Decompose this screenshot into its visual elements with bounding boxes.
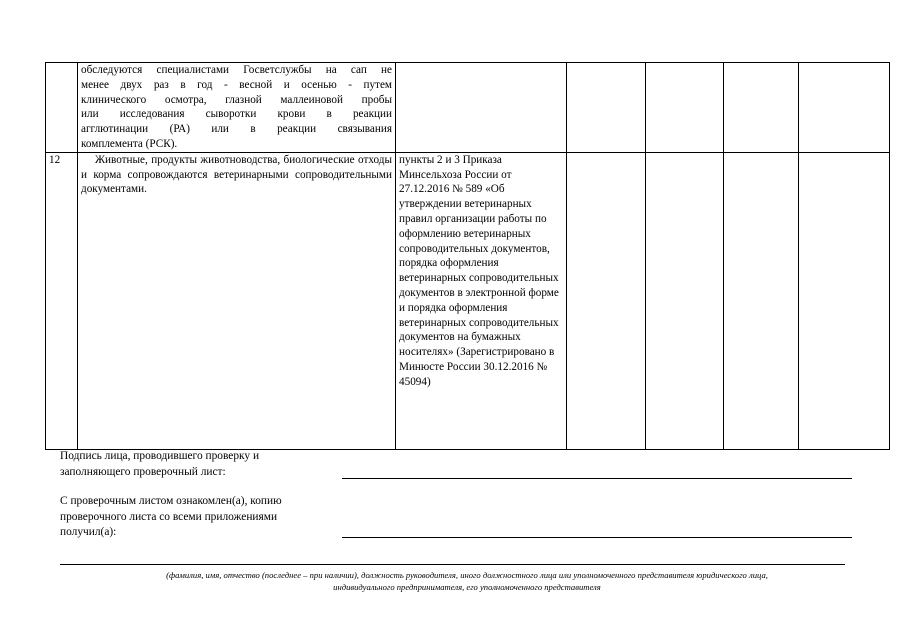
- reference-cell: пункты 2 и 3 Приказа Минсельхоза России от 27.12.2016 № 589 «Об утверждении ветеринарных правил организации работы по оформлению ветеринарных сопроводительных документов, порядка оформления ветеринарных сопроводительных документов в электронной форме и порядка оформления ветеринарных сопроводительных документов на бумажных носителях» (Зарегистрировано в Минюсте России 30.12.2016 № 45094): [396, 152, 567, 449]
- footnote-line: индивидуального предпринимателя, его уполномоченного представителя: [333, 582, 601, 593]
- row-number-cell: [46, 63, 78, 153]
- acquainted-signature-label: [60, 494, 282, 541]
- requirement-line: комплемента (РСК).: [81, 137, 178, 150]
- reference-cell: [396, 63, 567, 153]
- checklist-table: [45, 62, 890, 450]
- inspector-label-line: Подпись лица, проводившего проверку и: [60, 450, 260, 462]
- acquainted-label-line: С проверочным листом ознакомлен(а), копию: [60, 495, 282, 507]
- requirement-cell: [78, 63, 396, 153]
- table-row-previous: [46, 63, 890, 153]
- requirement-line: клинического осмотра, глазной маллеиновой пробы: [81, 93, 392, 106]
- footnote-line: (фамилия, имя, отчество (последнее – при наличии), должность руководителя, иного должностного лица или уполномоченного представителя юридического лица,: [166, 570, 768, 580]
- answer-no-cell[interactable]: [646, 152, 724, 449]
- footnote: [45, 569, 889, 594]
- requirement-line: агглютинации (РА) или в реакции связывания: [81, 123, 392, 136]
- requirement-cell: Животные, продукты животноводства, биологические отходы и корма сопровождаются ветеринарными сопроводительными документами.: [78, 152, 396, 449]
- acquainted-label-line: получил(а):: [60, 526, 117, 538]
- inspector-signature-label: [60, 449, 259, 480]
- answer-na-cell[interactable]: [724, 152, 799, 449]
- inspector-signature-line[interactable]: [342, 478, 852, 479]
- answer-yes-cell[interactable]: [567, 63, 646, 153]
- row-number-cell: 12: [46, 152, 78, 449]
- inspector-label-line: заполняющего проверочный лист:: [60, 465, 226, 478]
- notes-cell[interactable]: [799, 63, 890, 153]
- acquainted-label-line: проверочного листа со всеми приложениями: [60, 510, 278, 523]
- table-row-12: [46, 152, 890, 449]
- answer-yes-cell[interactable]: [567, 152, 646, 449]
- requirement-line: или исследования сыворотки крови в реакции: [81, 108, 392, 121]
- requirement-line: обследуются специалистами Госветслужбы на сап не: [81, 64, 392, 76]
- acquainted-signature-line[interactable]: [342, 537, 852, 538]
- footnote-divider: [60, 564, 845, 565]
- answer-no-cell[interactable]: [646, 63, 724, 153]
- requirement-line: менее двух раз в год - весной и осенью - путем: [81, 78, 392, 91]
- answer-na-cell[interactable]: [724, 63, 799, 153]
- notes-cell[interactable]: [799, 152, 890, 449]
